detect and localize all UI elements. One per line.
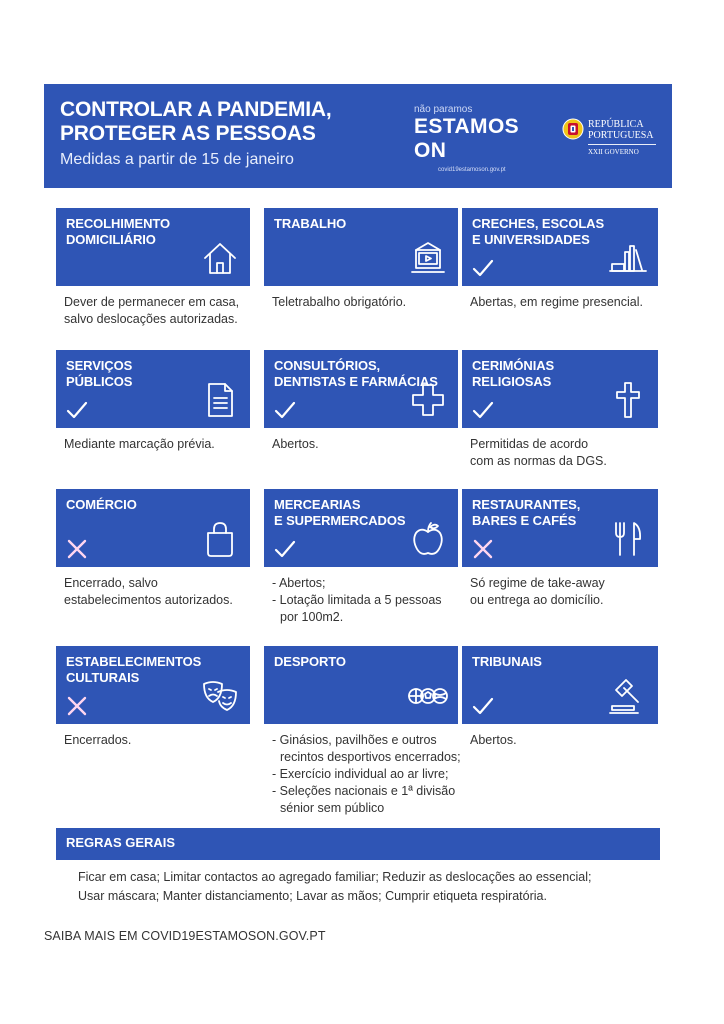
card-cerimonias-religiosas <box>462 350 658 428</box>
description-line: ou entrega ao domicílio. <box>470 593 604 607</box>
description-line: Encerrados. <box>64 733 132 747</box>
sports-balls-icon <box>408 676 448 716</box>
books-icon <box>608 238 648 278</box>
banner-subtitle: Medidas a partir de 15 de janeiro <box>60 151 294 168</box>
house-icon <box>200 238 240 278</box>
banner-title-line1: CONTROLAR A PANDEMIA, <box>60 98 332 121</box>
gov-term: XXII GOVERNO <box>588 148 639 156</box>
document-icon <box>200 380 240 420</box>
card-title-line: ESTABELECIMENTOS <box>66 654 202 669</box>
card-title-line: DENTISTAS E FARMÁCIAS <box>274 374 438 389</box>
card-title-line: CONSULTÓRIOS, <box>274 358 381 373</box>
footer-link-text: SAIBA MAIS EM COVID19ESTAMOSON.GOV.PT <box>44 929 326 943</box>
banner-title-line2: PROTEGER AS PESSOAS <box>60 122 316 145</box>
description-line: por 100m2. <box>280 610 344 624</box>
description-line: Teletrabalho obrigatório. <box>272 295 407 309</box>
apple-icon <box>408 519 448 559</box>
header-banner <box>44 84 672 188</box>
check-icon <box>66 400 88 420</box>
description-line: - Abertos; <box>272 576 326 590</box>
description-line: Permitidas de acordo <box>470 437 589 451</box>
card-estabelecimentos-culturais <box>56 646 250 724</box>
description-line: Encerrado, salvo <box>64 576 158 590</box>
card-title-line: DESPORTO <box>274 654 346 669</box>
card-desporto <box>264 646 458 724</box>
general-rules-bar <box>56 828 660 860</box>
description-line: recintos desportivos encerrados; <box>280 750 461 764</box>
card-title-line: CERIMÓNIAS <box>472 358 555 373</box>
x-mark-icon <box>66 696 88 716</box>
card-description-servicos-publicos <box>64 436 215 453</box>
card-title-line: SERVIÇOS <box>66 358 133 373</box>
card-comercio <box>56 489 250 567</box>
card-consultorios-dentistas-e-farmacias <box>264 350 458 428</box>
brand-tagline: não paramos <box>414 104 473 115</box>
card-servicos-publicos <box>56 350 250 428</box>
description-line: Só regime de take-away <box>470 576 605 590</box>
card-description-comercio <box>64 575 233 609</box>
description-line: Abertas, em regime presencial. <box>470 295 643 309</box>
description-line: - Exercício individual ao ar livre; <box>272 767 449 781</box>
description-line: sénior sem público <box>280 801 385 815</box>
check-icon <box>274 400 296 420</box>
shopping-bag-icon <box>200 519 240 559</box>
card-description-trabalho <box>272 294 406 311</box>
cutlery-icon <box>608 519 648 559</box>
card-title-line: CULTURAIS <box>66 670 140 685</box>
card-title-line: MERCEARIAS <box>274 497 361 512</box>
brand-url: covid19estamoson.gov.pt <box>438 167 506 173</box>
card-description-mercearias-e-supermercados <box>272 575 442 626</box>
check-icon <box>472 400 494 420</box>
card-restaurantes-bares-e-cafes <box>462 489 658 567</box>
description-line: - Ginásios, pavilhões e outros <box>272 733 437 747</box>
description-line: Mediante marcação prévia. <box>64 437 215 451</box>
description-line: estabelecimentos autorizados. <box>64 593 233 607</box>
general-rules-title: REGRAS GERAIS <box>66 835 176 850</box>
card-tribunais <box>462 646 658 724</box>
description-line: - Seleções nacionais e 1ª divisão <box>272 784 456 798</box>
card-trabalho <box>264 208 458 286</box>
description-line: com as normas da DGS. <box>470 454 607 468</box>
description-line: Dever de permanecer em casa, <box>64 295 240 309</box>
gov-divider <box>588 144 656 145</box>
card-title-line: DOMICILIÁRIO <box>66 232 156 247</box>
card-title <box>274 654 448 670</box>
card-recolhimento-domiciliario <box>56 208 250 286</box>
card-title-line: PÚBLICOS <box>66 374 133 389</box>
gov-name <box>588 119 654 141</box>
medical-cross-icon <box>408 380 448 420</box>
laptop-icon <box>408 238 448 278</box>
description-line: - Lotação limitada a 5 pessoas <box>272 593 442 607</box>
card-title-line: CRECHES, ESCOLAS <box>472 216 605 231</box>
card-title-line: COMÉRCIO <box>66 497 137 512</box>
check-icon <box>472 696 494 716</box>
estamos-on-logo <box>414 104 554 173</box>
card-title-line: BARES E CAFÉS <box>472 513 577 528</box>
card-title-line: RESTAURANTES, <box>472 497 581 512</box>
card-title-line: RELIGIOSAS <box>472 374 552 389</box>
portuguese-emblem-icon <box>562 118 584 140</box>
description-line: salvo deslocações autorizadas. <box>64 312 238 326</box>
description-line: Abertos. <box>272 437 319 451</box>
card-description-tribunais <box>470 732 517 749</box>
x-mark-icon <box>472 539 494 559</box>
card-description-creches-escolas-e-universidades <box>470 294 643 311</box>
check-icon <box>472 258 494 278</box>
theater-masks-icon <box>200 676 240 716</box>
card-title <box>66 497 240 513</box>
gavel-icon <box>608 676 648 716</box>
card-mercearias-e-supermercados <box>264 489 458 567</box>
gov-line2: PORTUGUESA <box>588 130 654 141</box>
card-title-line: E SUPERMERCADOS <box>274 513 406 528</box>
description-line: Abertos. <box>470 733 517 747</box>
card-title <box>274 216 448 232</box>
gov-line1: REPÚBLICA <box>588 119 644 130</box>
card-title-line: RECOLHIMENTO <box>66 216 171 231</box>
check-icon <box>274 539 296 559</box>
card-title-line: E UNIVERSIDADES <box>472 232 590 247</box>
general-rules-text <box>78 868 658 906</box>
card-description-recolhimento-domiciliario <box>64 294 239 328</box>
card-description-desporto <box>272 732 461 817</box>
card-title-line: TRIBUNAIS <box>472 654 542 669</box>
general-rules-line1: Ficar em casa; Limitar contactos ao agregado familiar; Reduzir as deslocações ao essencial; <box>78 870 592 884</box>
cross-icon <box>608 380 648 420</box>
card-title-line: TRABALHO <box>274 216 347 231</box>
card-title <box>472 654 648 670</box>
x-mark-icon <box>66 539 88 559</box>
card-description-cerimonias-religiosas <box>470 436 607 470</box>
card-description-restaurantes-bares-e-cafes <box>470 575 605 609</box>
brand-name: ESTAMOS ON <box>414 115 520 162</box>
card-description-estabelecimentos-culturais <box>64 732 131 749</box>
card-creches-escolas-e-universidades <box>462 208 658 286</box>
card-description-consultorios-dentistas-e-farmacias <box>272 436 319 453</box>
general-rules-line2: Usar máscara; Manter distanciamento; Lavar as mãos; Cumprir etiqueta respiratória. <box>78 889 547 903</box>
